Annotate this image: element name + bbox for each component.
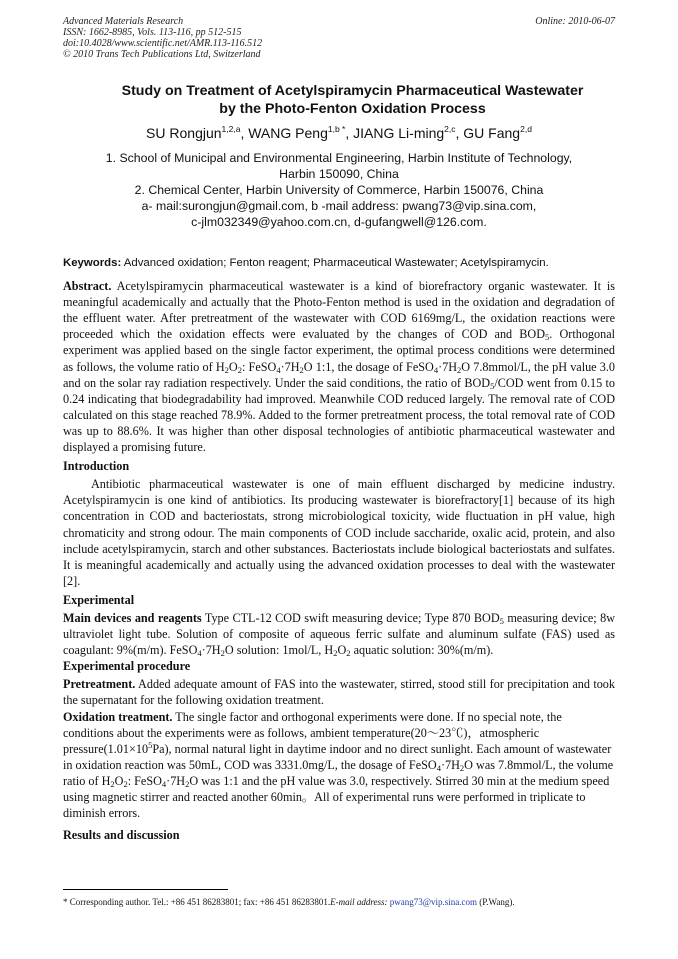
- subscript: 4: [197, 648, 202, 659]
- author-separator: ,: [455, 125, 464, 141]
- affiliation-line: 2. Chemical Center, Harbin University of Commerce, Harbin 150076, China: [134, 183, 544, 197]
- subscript: 2: [185, 778, 190, 789]
- subscript: 2: [457, 364, 462, 375]
- title-line-2: by the Photo-Fenton Oxidation Process: [219, 101, 486, 117]
- oxidation-label: Oxidation treatment.: [63, 709, 173, 724]
- author-affiliation-mark: 1,2,a: [221, 124, 241, 134]
- subscript: 5: [499, 615, 504, 626]
- subscript: 2: [333, 648, 338, 659]
- introduction-paragraph: Antibiotic pharmaceutical wastewater is one of main effluent discharged by medicine industry. Acetylspiramycin is one kind of antibiotics. Its producing wastewater is biorefractory[1] because of its high concentration in COD and bacteriostats, strong microbiological toxicity, wide fluctuation in pH value, high chromaticity and strong odour. The main components of COD include saccharide, oxalic acid, protein, and also include acetylspiramycin, starch and other substances. Bacteriostats include biological bacteriostats and sulfates. It is meaningful academically and actually using the advanced oxidation processes to deal with the wastewater [2].: [63, 477, 615, 588]
- paragraph-text: ·7H: [166, 773, 186, 788]
- footnote-suffix: (P.Wang).: [477, 897, 515, 907]
- paper-title: [80, 82, 625, 118]
- author-name: GU Fang: [463, 125, 521, 141]
- subscript: 2: [459, 762, 465, 773]
- paragraph-text: ·7H: [440, 757, 460, 772]
- author-separator: ,: [240, 125, 249, 141]
- abstract-text: O: [228, 359, 238, 374]
- paragraph-text: O was 1:1 and the pH value was 3.0, respectively. Stirred 30 min at the medium speed using magnetic stirrer and reacted another 60min。All of experimental runs were performed in triplicate to diminish errors.: [63, 773, 610, 821]
- subscript: 4: [161, 778, 167, 789]
- section-heading-results: Results and discussion: [63, 828, 180, 843]
- journal-name: Advanced Materials Research: [63, 16, 184, 27]
- paragraph-text: aquatic solution: 30%(m/m).: [350, 643, 494, 658]
- abstract-label: Abstract.: [63, 279, 112, 294]
- running-header: [63, 16, 262, 60]
- oxidation-paragraph: [63, 709, 615, 822]
- footnote-text: * Corresponding author. Tel.: +86 451 86283801; fax: +86 451 86283801.: [63, 897, 331, 907]
- abstract-text: /COD went from 0.15 to 0.24 indicating that biodegradability had improved. Meanwhile COD reduced largely. The removal rate of COD calculated on this stage reached 78.9%. Added to the former pretreatment process, the total removal rate of COD was up to 88.6%. It was higher than other disposal technologies of antibiotic pharmaceutical wastewater and displayed a promising future.: [63, 375, 615, 455]
- paragraph-text: O: [114, 773, 124, 788]
- online-date: Online: 2010-06-07: [535, 16, 615, 27]
- subscript: 4: [436, 762, 441, 773]
- subscript: 5: [545, 332, 550, 343]
- subscript: 2: [299, 364, 304, 375]
- abstract-text: . Orthogonal experiment was applied based on the single factor experiment, the optimal process conditions were determined as follows, the volume ratio of H: [63, 327, 615, 374]
- section-heading-experimental: Experimental: [63, 592, 135, 607]
- devices-paragraph: [63, 610, 615, 658]
- subscript: 2: [110, 778, 115, 789]
- email-line: c-jlm032349@yahoo.com.cn, d-gufangwell@126.com.: [191, 215, 487, 229]
- subscript: 2: [346, 648, 351, 659]
- keywords-label: Keywords:: [63, 257, 122, 269]
- pretreatment-paragraph: [63, 676, 615, 708]
- subscript: 5: [490, 380, 495, 391]
- footnote-email-label: E-mail address:: [330, 897, 388, 907]
- doi-line: doi:10.4028/www.scientific.net/AMR.113-116.512: [63, 38, 263, 49]
- subscript: 4: [276, 364, 281, 375]
- email-line: a- mail:surongjun@gmail.com, b -mail address: pwang73@vip.sina.com,: [141, 199, 537, 213]
- paragraph-text: Added adequate amount of FAS into the wastewater, stirred, stood still for precipitation and took the supernatant for the following oxidation treatment.: [63, 677, 615, 708]
- issn-line: ISSN: 1662-8985, Vols. 113-116, pp 512-515: [63, 27, 242, 38]
- paragraph-text: Type CTL-12 COD swift measuring device; Type 870 BOD: [201, 610, 500, 625]
- paragraph-text: measuring device; 8w ultraviolet light tube. Solution of composite of aqueous ferric sulfate and aluminum sulfate (FAS) used as coagulant: 9%(m/m). FeSO: [63, 610, 615, 658]
- paragraph-text: O was 7.8mmol/L, the volume ratio of H: [63, 757, 614, 788]
- author-name: WANG Peng: [248, 125, 328, 141]
- paragraph-text: Pa), normal natural light in daytime indoor and no direct sunlight. Each amount of wastewater in oxidation reaction was 50mL, COD was 3331.0mg/L, the dosage of FeSO: [63, 741, 612, 772]
- paragraph-text: : FeSO: [127, 773, 162, 788]
- abstract-text: O 1:1, the dosage of FeSO: [303, 359, 434, 374]
- author-name: JIANG Li-ming: [353, 125, 445, 141]
- copyright-line: © 2010 Trans Tech Publications Ltd, Switzerland: [63, 49, 261, 60]
- affiliations: [63, 150, 615, 230]
- subscript: 2: [123, 778, 128, 789]
- title-line-1: Study on Treatment of Acetylspiramycin Pharmaceutical Wastewater: [121, 83, 584, 99]
- paper-body: [63, 255, 615, 845]
- affiliation-line: Harbin 150090, China: [279, 167, 399, 181]
- abstract: [63, 278, 615, 455]
- subscript: 4: [433, 364, 439, 375]
- pretreatment-label: Pretreatment.: [63, 677, 136, 692]
- subscript: 2: [224, 364, 229, 375]
- subscript: 2: [237, 364, 242, 375]
- paragraph-text: O: [337, 643, 347, 658]
- author-affiliation-mark: 2,c: [444, 124, 456, 134]
- abstract-text: ·7H: [438, 359, 458, 374]
- author-affiliation-mark: 1,b *: [327, 124, 346, 134]
- paragraph-text: O solution: 1mol/L, H: [224, 643, 334, 658]
- footnote: [63, 897, 623, 908]
- section-heading-introduction: Introduction: [63, 459, 130, 474]
- author-affiliation-mark: 2,d: [520, 124, 532, 134]
- paragraph-text: The single factor and orthogonal experiments were done. If no special note, the conditions about the experiments were as follows, ambient temperature(20～23℃)，atmospheric pressure(1.01×10: [63, 709, 562, 756]
- paragraph-text: ·7H: [201, 643, 221, 658]
- footnote-email[interactable]: pwang73@vip.sina.com: [387, 897, 478, 907]
- affiliation-line: 1. School of Municipal and Environmental Engineering, Harbin Institute of Technology,: [105, 151, 573, 165]
- subsection-heading-procedure: Experimental procedure: [63, 659, 191, 674]
- keywords-text: Advanced oxidation; Fenton reagent; Pharmaceutical Wastewater; Acetylspiramycin.: [121, 257, 549, 269]
- abstract-text: ·7H: [280, 359, 300, 374]
- keywords: [63, 255, 615, 271]
- author-separator: ,: [345, 125, 354, 141]
- abstract-text: : FeSO: [241, 359, 277, 374]
- abstract-text: O 7.8mmol/L, the pH value 3.0 and on the solar ray radiation respectively. Under the said conditions, the ratio of BOD: [63, 359, 616, 390]
- devices-label: Main devices and reagents: [63, 610, 202, 625]
- footnote-divider: [63, 889, 228, 890]
- abstract-text: Acetylspiramycin pharmaceutical wastewater is a kind of biorefractory organic wastewater. It is meaningful academically and actually that the Photo-Fenton method is used in the oxidation and degradation of the effluent water. After pretreatment of the wastewater with COD 6169mg/L, the oxidation reactions were proceeded which the oxidation effects were evaluated by the changes of COD and BOD: [63, 279, 615, 342]
- author-name: SU Rongjun: [146, 125, 222, 141]
- author-list: [63, 124, 615, 142]
- superscript: 5: [148, 739, 153, 750]
- subscript: 2: [220, 648, 225, 659]
